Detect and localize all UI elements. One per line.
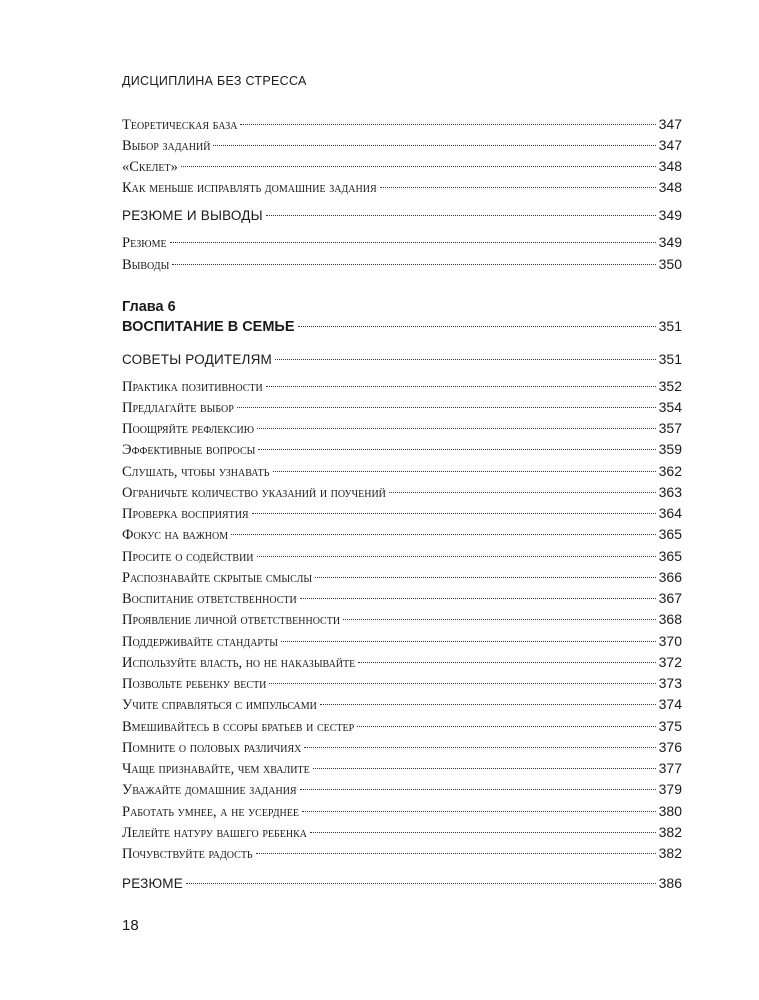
toc-entry-title: Теоретическая база: [122, 117, 238, 133]
dot-leader: [256, 853, 656, 854]
toc-entry: [122, 234, 682, 254]
toc-section-title: РЕЗЮМЕ: [122, 876, 183, 891]
toc-entry-page: 349: [658, 234, 682, 250]
toc-entry-title: Резюме: [122, 235, 167, 251]
toc-entry-title: Учите справляться с импульсами: [122, 697, 317, 713]
dot-leader: [275, 359, 656, 360]
toc-entry-page: 362: [658, 463, 682, 479]
toc-entry-title: Лелейте натуру вашего ребенка: [122, 825, 308, 841]
toc-entry-page: 351: [658, 351, 682, 367]
toc-entry-title: Эффективные вопросы: [122, 442, 256, 458]
toc-entry-title: Проявление личной ответственности: [122, 612, 341, 628]
dot-leader: [300, 789, 656, 790]
chapter-label: Глава 6: [122, 299, 176, 315]
toc-entry-page: 347: [658, 116, 682, 132]
toc-entry-page: 363: [658, 484, 682, 500]
toc-entry: [122, 420, 682, 440]
toc-entry-title: Чаще признавайте, чем хвалите: [122, 761, 310, 777]
toc-entry-page: 351: [658, 318, 682, 334]
dot-leader: [257, 556, 656, 557]
toc-section: [122, 875, 682, 895]
toc-entry: [122, 803, 682, 823]
toc-entry-title: Слушать, чтобы узнавать: [122, 464, 270, 480]
toc-entry: [122, 526, 682, 546]
toc-entry: [122, 633, 682, 653]
toc-chapter: [122, 318, 682, 338]
dot-leader: [257, 428, 656, 429]
toc-chapter-title: ВОСПИТАНИЕ В СЕМЬЕ: [122, 319, 295, 335]
toc-entry-page: 382: [658, 824, 682, 840]
dot-leader: [172, 264, 655, 265]
dot-leader: [320, 704, 656, 705]
toc-entry-page: 367: [658, 590, 682, 606]
toc-entry-title: Предлагайте выбор: [122, 400, 234, 416]
toc-entry: [122, 569, 682, 589]
toc-entry: [122, 137, 682, 157]
toc-entry-title: Используйте власть, но не наказывайте: [122, 655, 356, 671]
toc-entry-page: 348: [658, 158, 682, 174]
dot-leader: [231, 534, 655, 535]
toc-entry-page: 365: [658, 526, 682, 542]
toc-entry: [122, 256, 682, 276]
toc-entry: [122, 399, 682, 419]
toc-entry-title: Помните о половых различиях: [122, 740, 302, 756]
toc-entry-page: 359: [658, 441, 682, 457]
dot-leader: [269, 683, 655, 684]
toc-section: [122, 207, 682, 227]
toc-entry-page: 372: [658, 654, 682, 670]
dot-leader: [389, 492, 656, 493]
dot-leader: [213, 145, 655, 146]
toc-entry-page: 357: [658, 420, 682, 436]
toc-entry-page: 364: [658, 505, 682, 521]
toc-entry-title: Поощряйте рефлексию: [122, 421, 254, 437]
dot-leader: [281, 641, 656, 642]
toc-section-title: РЕЗЮМЕ И ВЫВОДЫ: [122, 208, 263, 223]
toc-entry-page: 379: [658, 781, 682, 797]
toc-entry-page: 350: [658, 256, 682, 272]
toc-entry-page: 370: [658, 633, 682, 649]
toc-entry-title: Почувствуйте радость: [122, 846, 253, 862]
toc-entry-page: 347: [658, 137, 682, 153]
toc-entry-page: 377: [658, 760, 682, 776]
toc-entry-page: 365: [658, 548, 682, 564]
dot-leader: [266, 215, 656, 216]
dot-leader: [170, 242, 656, 243]
toc-entry: [122, 441, 682, 461]
toc-entry: [122, 378, 682, 398]
toc-entry: [122, 760, 682, 780]
dot-leader: [186, 883, 656, 884]
dot-leader: [315, 577, 656, 578]
toc-entry: [122, 611, 682, 631]
dot-leader: [181, 166, 656, 167]
toc-entry-page: 386: [658, 875, 682, 891]
toc-entry-page: 373: [658, 675, 682, 691]
dot-leader: [258, 449, 655, 450]
toc-entry: [122, 718, 682, 738]
dot-leader: [273, 471, 656, 472]
toc-entry: [122, 484, 682, 504]
toc-entry-page: 352: [658, 378, 682, 394]
toc-entry-title: Работать умнее, а не усерднее: [122, 804, 299, 820]
toc-entry: [122, 654, 682, 674]
toc-entry-page: 374: [658, 696, 682, 712]
dot-leader: [310, 832, 656, 833]
toc-entry: [122, 845, 682, 865]
toc-entry: [122, 590, 682, 610]
toc-entry: [122, 824, 682, 844]
toc-entry-title: Фокус на важном: [122, 527, 229, 543]
toc-entry: [122, 463, 682, 483]
toc-entry: [122, 675, 682, 695]
dot-leader: [380, 187, 656, 188]
toc-entry-title: Поддерживайте стандарты: [122, 634, 278, 650]
dot-leader: [298, 326, 656, 327]
toc-entry-page: 380: [658, 803, 682, 819]
toc-entry-title: Практика позитивности: [122, 379, 263, 395]
dot-leader: [343, 619, 656, 620]
dot-leader: [240, 124, 655, 125]
page-number: 18: [122, 917, 139, 934]
toc-entry: [122, 179, 682, 199]
toc-entry: [122, 116, 682, 136]
toc-entry-title: Ограничьте количество указаний и поучений: [122, 485, 386, 501]
toc-section: [122, 351, 682, 371]
dot-leader: [237, 407, 656, 408]
toc-entry-title: Выбор заданий: [122, 138, 211, 154]
toc-entry-page: 375: [658, 718, 682, 734]
dot-leader: [302, 811, 656, 812]
dot-leader: [300, 598, 656, 599]
dot-leader: [252, 513, 656, 514]
dot-leader: [357, 726, 655, 727]
toc-entry: [122, 505, 682, 525]
toc-entry-title: Как меньше исправлять домашние задания: [122, 180, 377, 196]
toc-entry-page: 376: [658, 739, 682, 755]
toc-entry-page: 382: [658, 845, 682, 861]
toc-entry-title: Воспитание ответственности: [122, 591, 297, 607]
running-header: ДИСЦИПЛИНА БЕЗ СТРЕССА: [122, 74, 307, 88]
toc-entry: [122, 696, 682, 716]
toc-entry: [122, 781, 682, 801]
toc-entry-title: Распознавайте скрытые смыслы: [122, 570, 313, 586]
toc-entry-title: «Скелет»: [122, 159, 178, 175]
toc-entry: [122, 739, 682, 759]
dot-leader: [358, 662, 655, 663]
toc-entry-title: Вмешивайтесь в ссоры братьев и сестер: [122, 719, 355, 735]
toc-entry-page: 368: [658, 611, 682, 627]
toc-entry: [122, 158, 682, 178]
toc-entry-page: 348: [658, 179, 682, 195]
toc-entry-title: Позвольте ребенку вести: [122, 676, 267, 692]
toc-entry: [122, 548, 682, 568]
toc-entry-page: 366: [658, 569, 682, 585]
toc-entry-title: Выводы: [122, 257, 170, 273]
dot-leader: [313, 768, 656, 769]
toc-entry-title: Уважайте домашние задания: [122, 782, 297, 798]
toc-entry-title: Проверка восприятия: [122, 506, 249, 522]
toc-entry-page: 354: [658, 399, 682, 415]
dot-leader: [266, 386, 656, 387]
toc-entry-page: 349: [658, 207, 682, 223]
toc-section-title: СОВЕТЫ РОДИТЕЛЯМ: [122, 352, 272, 367]
dot-leader: [304, 747, 655, 748]
toc-entry-title: Просите о содействии: [122, 549, 254, 565]
